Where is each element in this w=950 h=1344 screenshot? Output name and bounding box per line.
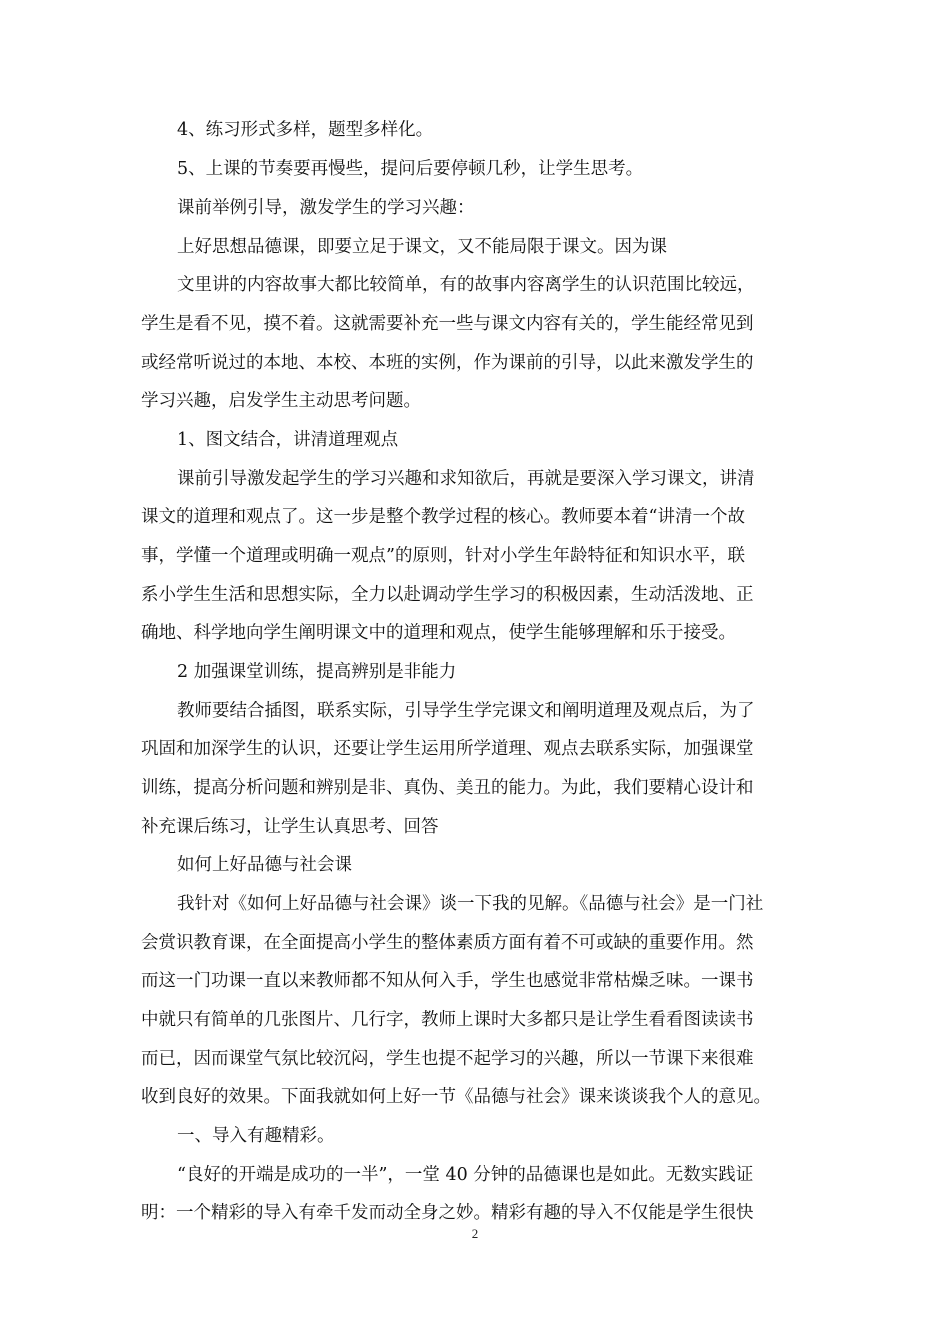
text-line: “良好的开端是成功的一半”，一堂 40 分钟的品德课也是如此。无数实践证 [177, 1165, 754, 1185]
section-heading: 如何上好品德与社会课 [177, 855, 352, 875]
text-line: 系小学生生活和思想实际，全力以赴调动学生学习的积极因素，生动活泼地、正 [141, 585, 754, 605]
section-heading: 2 加强课堂训练，提高辨别是非能力 [177, 662, 457, 682]
text-line: 确地、科学地向学生阐明课文中的道理和观点，使学生能够理解和乐于接受。 [141, 623, 736, 643]
text-line: 课前举例引导，激发学生的学习兴趣： [177, 198, 475, 218]
text-line: 4、练习形式多样，题型多样化。 [177, 120, 434, 140]
text-line: 中就只有简单的几张图片、几行字，教师上课时大多都只是让学生看看图读读书 [141, 1010, 754, 1030]
text-line: 学习兴趣，启发学生主动思考问题。 [141, 391, 421, 411]
text-line: 或经常听说过的本地、本校、本班的实例，作为课前的引导，以此来激发学生的 [141, 353, 754, 373]
text-line: 训练，提高分析问题和辨别是非、真伪、美丑的能力。为此，我们要精心设计和 [141, 778, 754, 798]
text-line: 巩固和加深学生的认识，还要让学生运用所学道理、观点去联系实际，加强课堂 [141, 739, 754, 759]
section-heading: 一、导入有趣精彩。 [177, 1126, 335, 1146]
text-line: 而已，因而课堂气氛比较沉闷，学生也提不起学习的兴趣，所以一节课下来很难 [141, 1049, 754, 1069]
text-line: 课文的道理和观点了。这一步是整个教学过程的核心。教师要本着“讲清一个故 [141, 507, 745, 527]
section-heading: 1、图文结合，讲清道理观点 [177, 430, 399, 450]
text-line: 学生是看不见，摸不着。这就需要补充一些与课文内容有关的，学生能经常见到 [141, 314, 754, 334]
text-line: 事，学懂一个道理或明确一观点”的原则，针对小学生年龄特征和知识水平，联 [141, 546, 745, 566]
text-line: 明：一个精彩的导入有牵千发而动全身之妙。精彩有趣的导入不仅能是学生很快 [141, 1203, 754, 1223]
text-line: 补充课后练习，让学生认真思考、回答 [141, 817, 439, 837]
text-line: 5、上课的节奏要再慢些，提问后要停顿几秒，让学生思考。 [177, 159, 644, 179]
page-number: 2 [471, 1226, 479, 1241]
text-line: 我针对《如何上好品德与社会课》谈一下我的见解。《品德与社会》是一门社 [177, 894, 764, 914]
text-line: 收到良好的效果。下面我就如何上好一节《品德与社会》课来谈谈我个人的意见。 [141, 1087, 771, 1107]
text-line: 教师要结合插图，联系实际，引导学生学完课文和阐明道理及观点后，为了 [177, 701, 755, 721]
text-line: 文里讲的内容故事大都比较简单，有的故事内容离学生的认识范围比较远， [177, 275, 755, 295]
text-line: 上好思想品德课，即要立足于课文，又不能局限于课文。因为课 [177, 237, 667, 257]
text-line: 会赏识教育课，在全面提高小学生的整体素质方面有着不可或缺的重要作用。然 [141, 933, 754, 953]
text-line: 课前引导激发起学生的学习兴趣和求知欲后，再就是要深入学习课文，讲清 [177, 469, 755, 489]
text-line: 而这一门功课一直以来教师都不知从何入手，学生也感觉非常枯燥乏味。一课书 [141, 971, 754, 991]
